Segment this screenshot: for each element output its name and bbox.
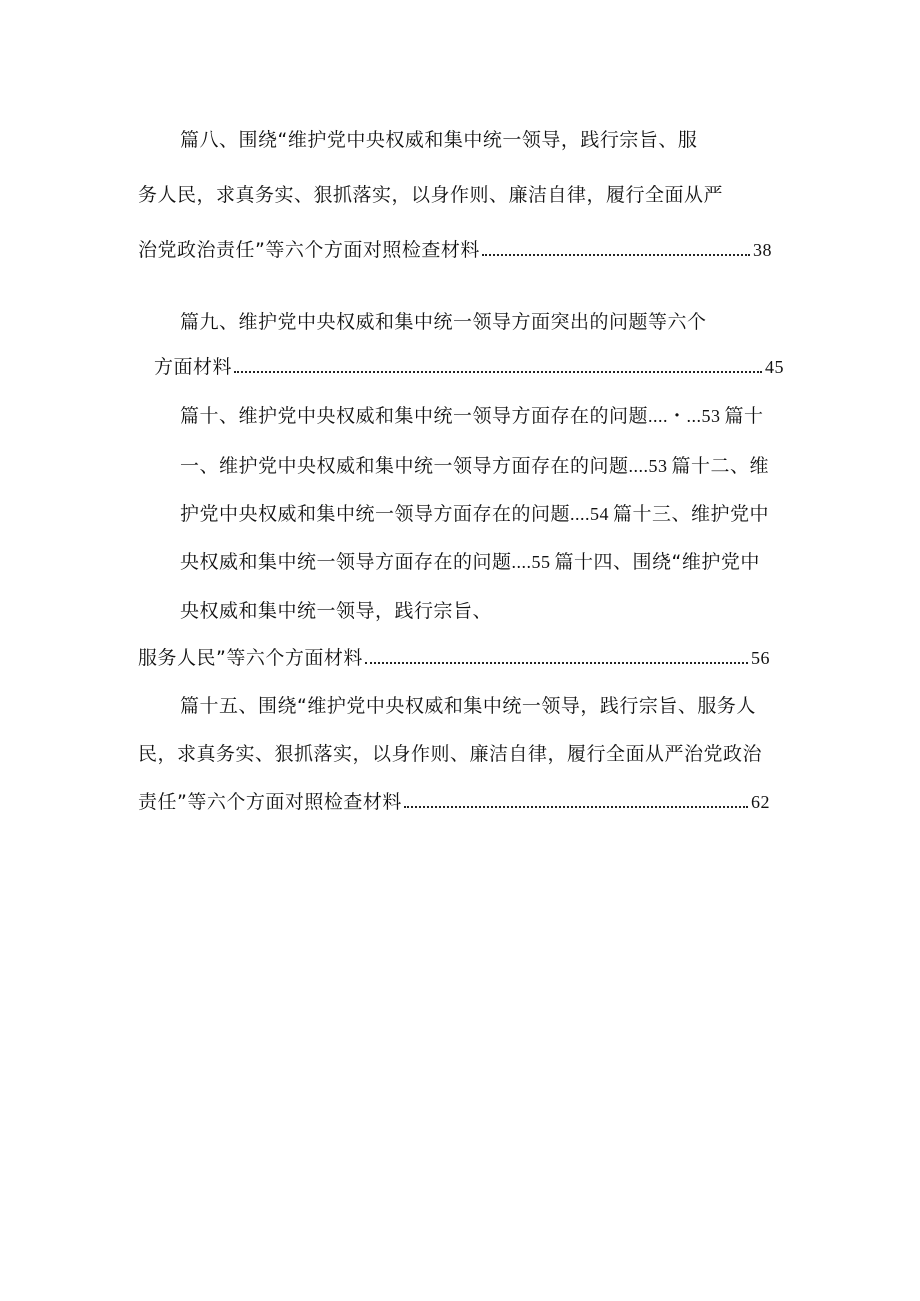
toc-entry-13-title: 央权威和集中统一领导方面存在的问题 <box>180 551 512 573</box>
toc-entry-8-page: 38 <box>753 240 772 260</box>
toc-entry-11-title-start: 篇十 <box>724 405 764 427</box>
toc-entry-14-page: 56 <box>751 648 770 668</box>
toc-entry-10-line-4[interactable] <box>180 549 760 575</box>
toc-entry-10-title: 篇十、维护党中央权威和集中统一领导方面存在的问题 <box>180 405 649 427</box>
toc-entry-12-title-start: 篇十二、维 <box>671 455 770 477</box>
toc-entry-8-line-1: 篇八、围绕“维护党中央权威和集中统一领导，践行宗旨、服 <box>180 129 698 151</box>
toc-entry-10-line-2[interactable] <box>180 453 769 479</box>
toc-entry-14-title-start: 篇十四、围绕“维护党中 <box>554 551 760 573</box>
toc-entry-14-title-end: 服务人民”等六个方面材料 <box>138 647 363 669</box>
toc-leader-dots <box>482 254 750 256</box>
toc-entry-15-line-3[interactable] <box>138 789 770 815</box>
toc-leader-dots <box>365 662 748 664</box>
toc-entry-10-line-1[interactable] <box>180 403 764 429</box>
toc-leader-dots <box>404 806 748 808</box>
toc-entry-11-title: 一、维护党中央权威和集中统一领导方面存在的问题 <box>180 455 629 477</box>
toc-entry-11-page: ....53 <box>628 456 668 476</box>
toc-leader-dots <box>234 371 762 373</box>
toc-entry-8-line-3[interactable] <box>138 237 772 263</box>
toc-entry-15-line-2: 民，求真务实、狠抓落实，以身作则、廉洁自律，履行全面从严治党政治 <box>138 743 763 765</box>
toc-entry-10-page: ....・...53 <box>648 406 721 426</box>
toc-entry-12-title: 护党中央权威和集中统一领导方面存在的问题 <box>180 503 571 525</box>
toc-entry-14-line-3[interactable] <box>138 645 770 671</box>
toc-entry-13-page: ....55 <box>511 552 551 572</box>
toc-entry-9-title-end: 方面材料 <box>154 356 233 378</box>
toc-entry-12-page: ....54 <box>570 504 610 524</box>
toc-entry-13-title-start: 篇十三、维护党中 <box>613 503 770 525</box>
toc-entry-15-title-end: 责任”等六个方面对照检查材料 <box>138 791 402 813</box>
toc-entry-15-line-1: 篇十五、围绕“维护党中央权威和集中统一领导，践行宗旨、服务人 <box>180 695 756 717</box>
toc-entry-9-line-1: 篇九、维护党中央权威和集中统一领导方面突出的问题等六个 <box>180 311 707 333</box>
toc-entry-8-line-2: 务人民，求真务实、狠抓落实，以身作则、廉洁自律，履行全面从严 <box>138 184 724 206</box>
toc-entry-9-line-2[interactable] <box>154 354 784 380</box>
toc-entry-8-title-end: 治党政治责任”等六个方面对照检查材料 <box>138 239 480 261</box>
toc-entry-15-page: 62 <box>751 792 770 812</box>
toc-entry-10-line-3[interactable] <box>180 501 769 527</box>
toc-entry-14-line-2: 央权威和集中统一领导，践行宗旨、 <box>180 600 493 622</box>
toc-entry-9-page: 45 <box>765 357 784 377</box>
